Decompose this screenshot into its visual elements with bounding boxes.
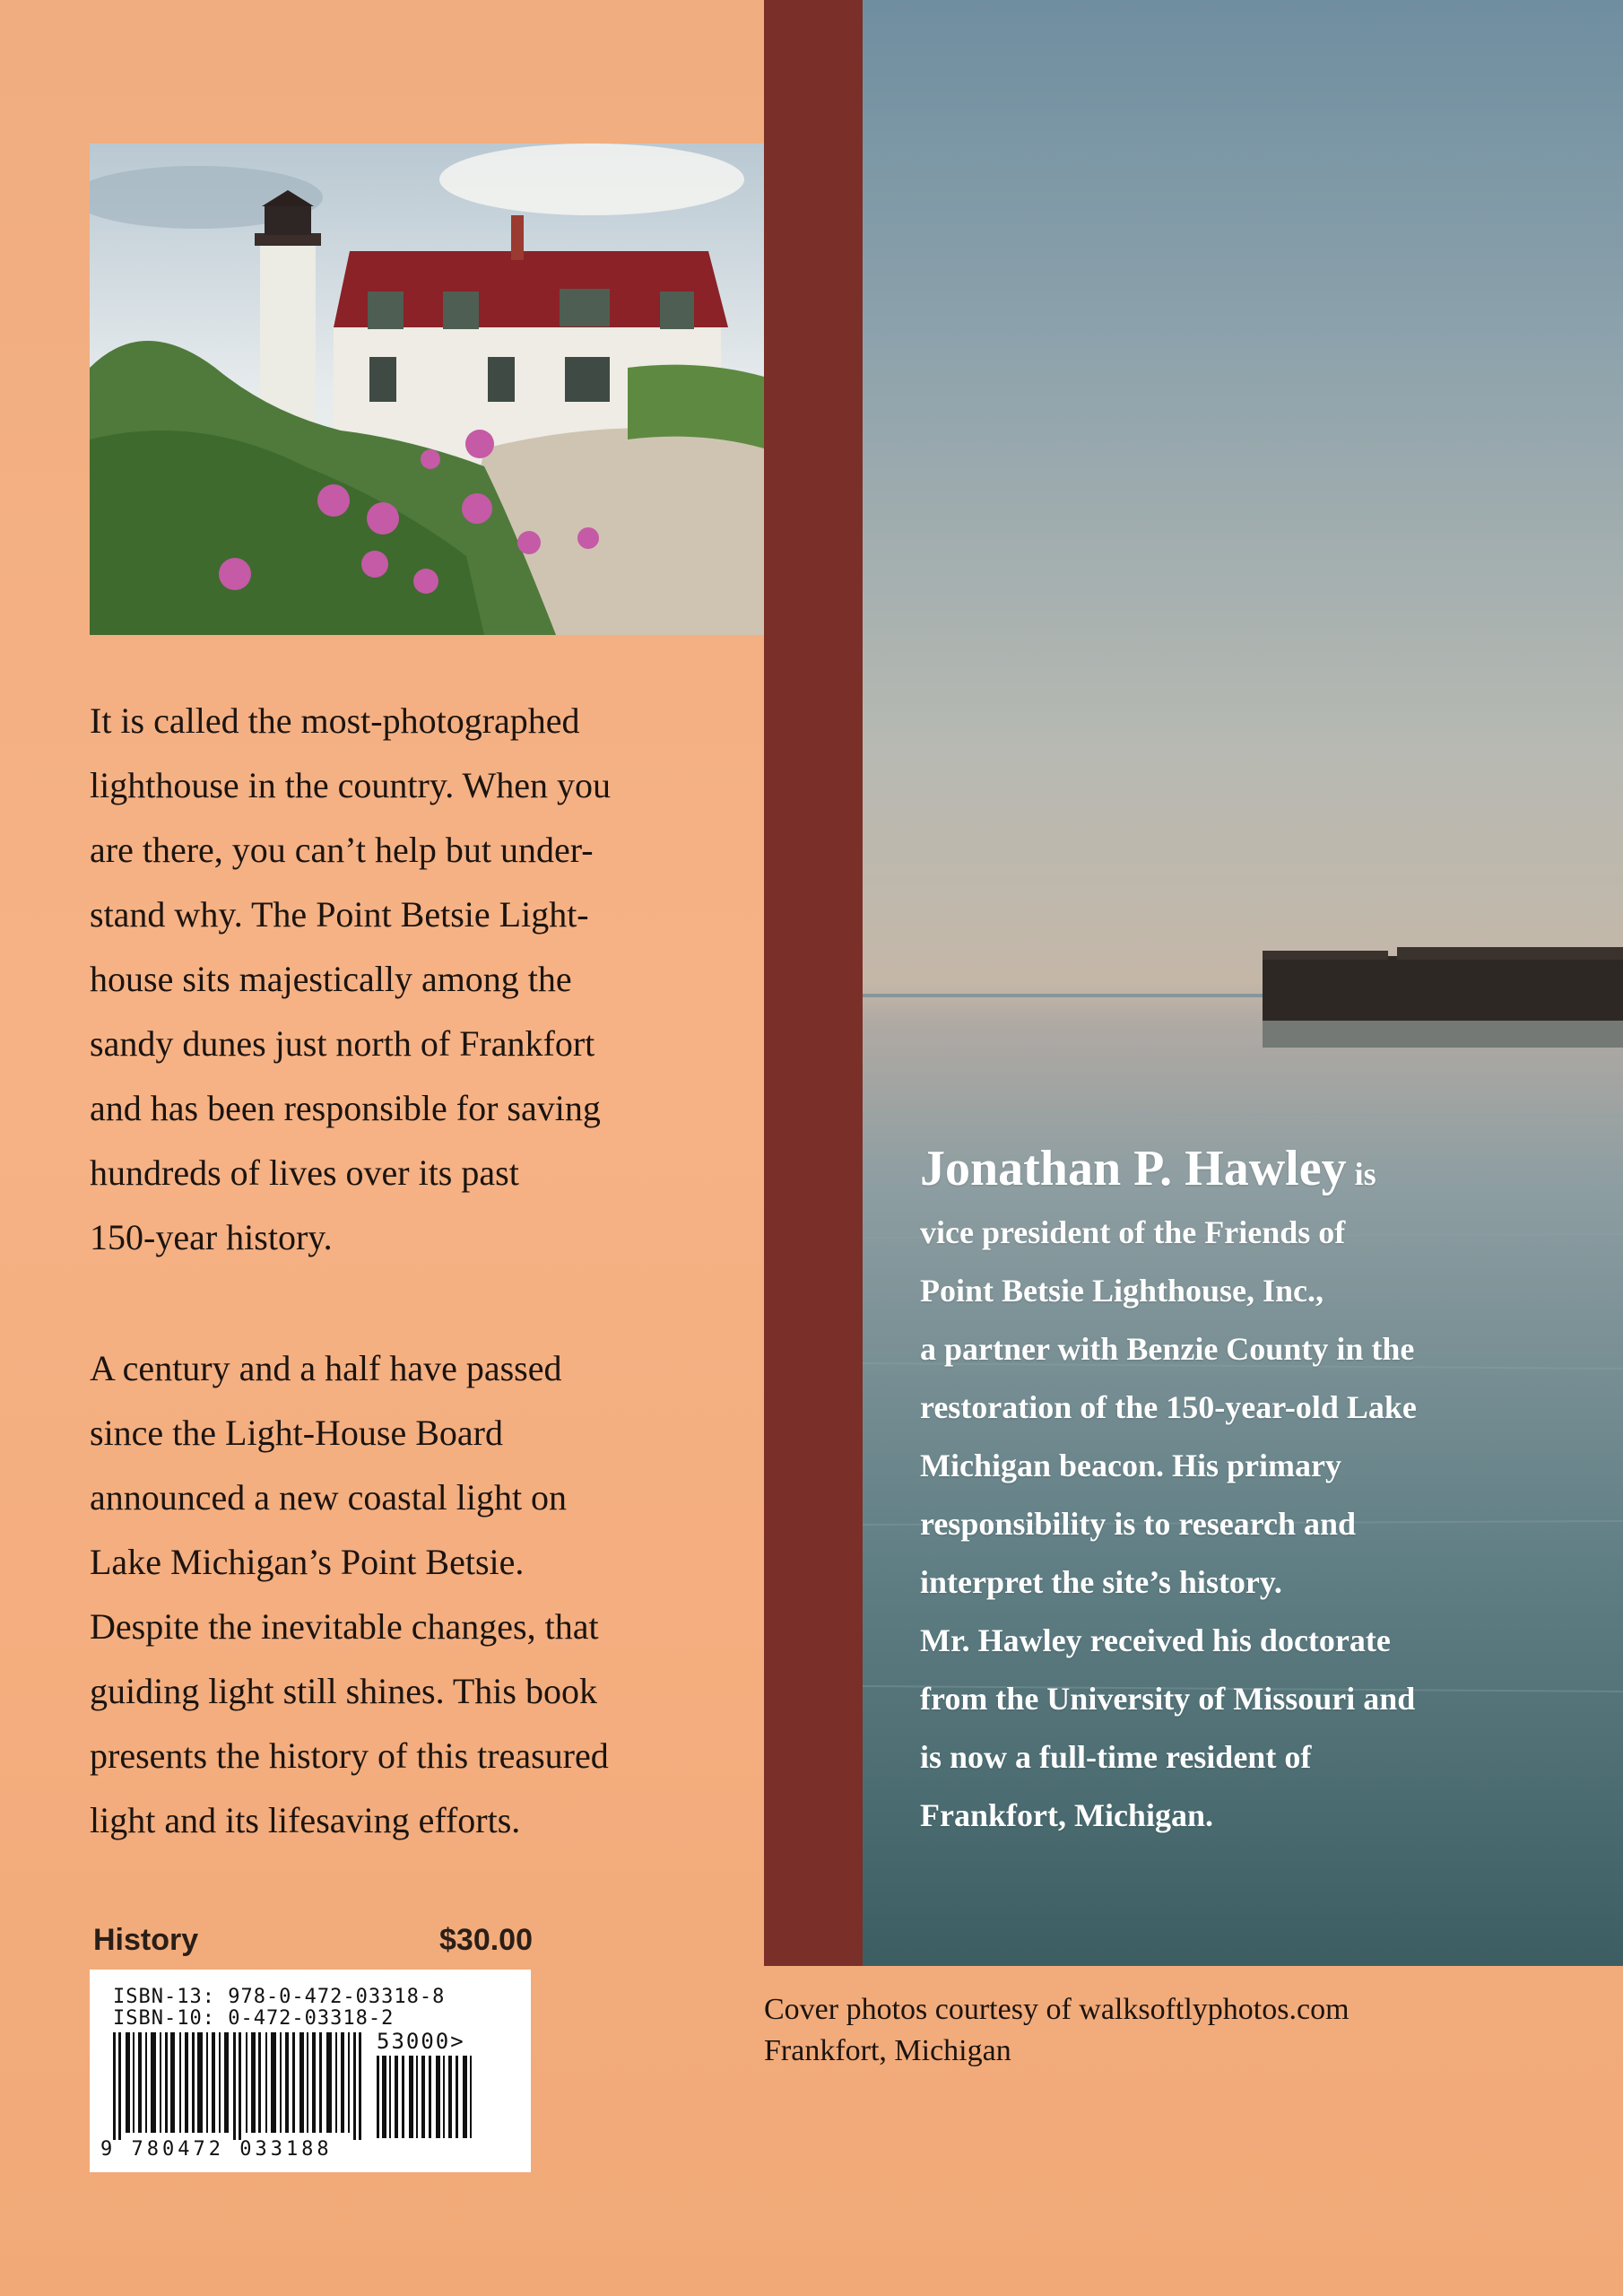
category-price-row	[93, 1923, 533, 1958]
description-line: sandy dunes just north of Frankfort	[90, 1023, 595, 1064]
isbn-10: ISBN-10: 0-472-03318-2	[113, 2007, 395, 2030]
description-line: since the Light-House Board	[90, 1413, 503, 1453]
price-label: $30.00	[439, 1923, 533, 1957]
description-line: Lake Michigan’s Point Betsie.	[90, 1542, 525, 1582]
description-line: are there, you can’t help but under-	[90, 830, 594, 870]
description-line: Despite the inevitable changes, that	[90, 1606, 599, 1647]
description-line: A century and a half have passed	[90, 1348, 562, 1388]
bio-line: Point Betsie Lighthouse, Inc.,	[920, 1273, 1324, 1309]
isbn-barcode	[90, 1970, 531, 2172]
author-name: Jonathan P. Hawley	[920, 1141, 1347, 1196]
bio-line: responsibility is to research and	[920, 1506, 1357, 1542]
bio-line: a partner with Benzie County in the	[920, 1331, 1415, 1367]
credit-line-2: Frankfort, Michigan	[764, 2034, 1011, 2067]
bio-line: Michigan beacon. His primary	[920, 1448, 1341, 1483]
description-paragraph-2	[90, 1336, 735, 1853]
category-label: History	[93, 1923, 199, 1957]
bio-first-line-suffix: is	[1354, 1156, 1376, 1192]
photo-credit	[764, 1989, 1571, 2072]
credit-line-1: Cover photos courtesy of walksoftlyphotos.com	[764, 1993, 1350, 2026]
author-bio	[920, 1137, 1575, 1845]
bio-line: Frankfort, Michigan.	[920, 1797, 1213, 1833]
price-code: 53000>	[377, 2029, 465, 2054]
description-line: house sits majestically among the	[90, 959, 572, 999]
description-line: light and its lifesaving efforts.	[90, 1800, 521, 1840]
bio-first-line	[920, 1137, 1575, 1204]
description-line: and has been responsible for saving	[90, 1088, 601, 1128]
ean-digits: 9 780472 033188	[100, 2138, 333, 2161]
bio-line: is now a full-time resident of	[920, 1739, 1312, 1775]
description-line: stand why. The Point Betsie Light-	[90, 894, 589, 935]
description-line: announced a new coastal light on	[90, 1477, 568, 1518]
description-line: guiding light still shines. This book	[90, 1671, 597, 1711]
description-line: lighthouse in the country. When you	[90, 765, 612, 805]
description-line: 150-year history.	[90, 1217, 333, 1257]
barcode-addon-bars-icon	[375, 2056, 482, 2138]
description-line: hundreds of lives over its past	[90, 1152, 519, 1193]
description-line: It is called the most-photographed	[90, 700, 580, 741]
barcode-bars-icon	[108, 2032, 368, 2140]
isbn-13: ISBN-13: 978-0-472-03318-8	[113, 1986, 446, 2008]
bio-line: interpret the site’s history.	[920, 1564, 1282, 1600]
description-line: presents the history of this treasured	[90, 1735, 609, 1776]
bio-line: restoration of the 150-year-old Lake	[920, 1389, 1417, 1425]
lighthouse-photo	[90, 144, 764, 635]
maroon-band	[764, 0, 863, 1966]
description-paragraph-1	[90, 689, 735, 1270]
bio-line: from the University of Missouri and	[920, 1681, 1416, 1717]
bio-line: Mr. Hawley received his doctorate	[920, 1622, 1391, 1658]
bio-line: vice president of the Friends of	[920, 1214, 1346, 1250]
